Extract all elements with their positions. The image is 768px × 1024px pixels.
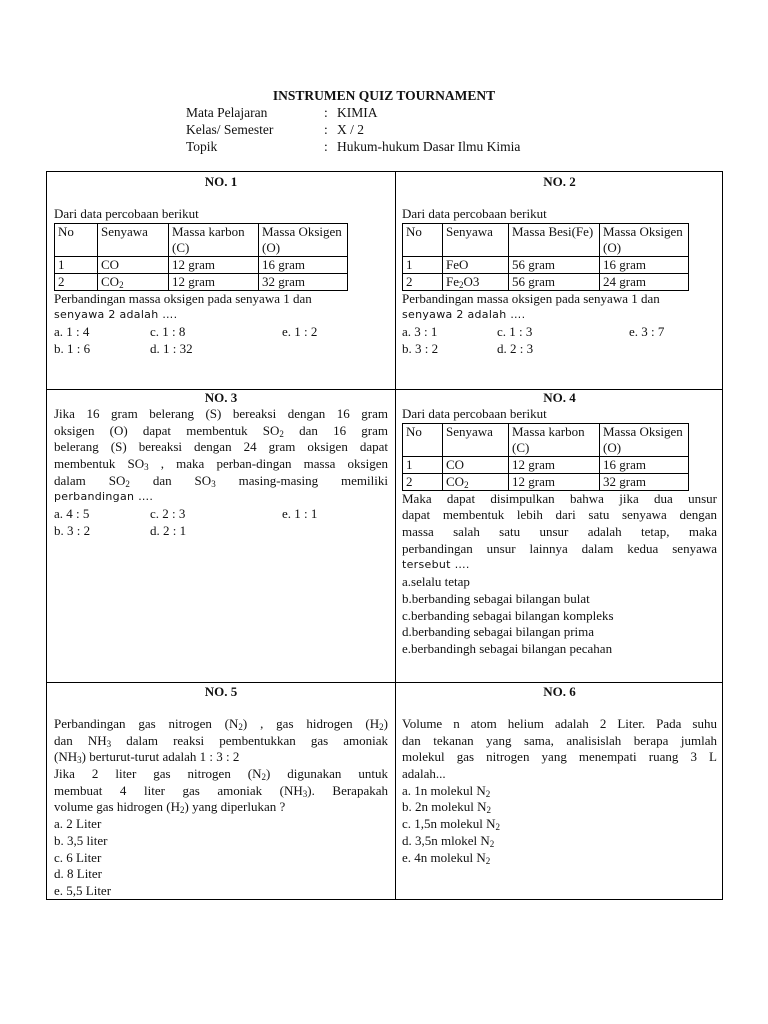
question-intro: Dari data percobaan berikut — [402, 406, 547, 421]
question-text: senyawa 2 adalah …. — [402, 308, 526, 322]
data-table — [402, 223, 689, 291]
question-6 — [402, 683, 717, 866]
meta-value: Hukum-hukum Dasar Ilmu Kimia — [337, 139, 521, 154]
question-number: NO. 5 — [204, 684, 238, 699]
table-cell: 1 — [55, 256, 98, 273]
table-cell: 32 gram — [259, 273, 348, 290]
table-cell: Massa Oksigen (O) — [600, 423, 689, 456]
meta-key: Mata Pelajaran — [186, 105, 268, 120]
question-text: dan $NH_3$ dalam reaksi pembentukkan gas amoniak — [54, 732, 389, 749]
table-row — [403, 256, 689, 273]
option-a[interactable]: a. 3 : 1 — [402, 324, 438, 340]
table-cell: Massa Oksigen (O) — [259, 223, 348, 256]
meta-colon: : — [324, 105, 328, 120]
table-cell: FeO — [443, 256, 509, 273]
question-text: Maka dapat disimpulkan bahwa jika dua unsur — [402, 490, 717, 506]
option-e[interactable]: e. 5,5 Liter — [54, 882, 112, 898]
question-3 — [54, 389, 388, 540]
table-cell: 24 gram — [600, 273, 689, 290]
table-cell: CO — [443, 456, 509, 473]
option-c[interactable]: c. 6 Liter — [54, 849, 102, 865]
data-table — [54, 223, 348, 291]
table-cell: 16 gram — [600, 256, 689, 273]
data-table — [402, 423, 689, 491]
option-c[interactable]: c. 1 : 8 — [150, 324, 186, 340]
option-a[interactable]: a. 1 : 4 — [54, 324, 90, 340]
table-header-row — [55, 223, 348, 256]
meta-colon: : — [324, 122, 328, 137]
question-text: molekul gas nitrogen yang menempati ruang 3 L — [402, 749, 717, 765]
question-2 — [402, 173, 717, 357]
table-cell: 2 — [55, 273, 98, 290]
table-cell: 12 gram — [509, 456, 600, 473]
option-b[interactable]: b. 3 : 2 — [54, 522, 91, 538]
question-number: NO. 2 — [543, 174, 576, 189]
question-text: volume gas hidrogen $(H_2)$ yang diperlukan ? — [54, 799, 286, 816]
option-d[interactable]: d. 2 : 3 — [497, 340, 534, 356]
question-text: massa salah satu unsur adalah tetap, maka — [402, 524, 717, 540]
table-row — [403, 273, 689, 290]
question-text: perbandingan unsur lainnya dalam kedua senyawa — [402, 540, 717, 556]
option-c[interactable]: c. 1 : 3 — [497, 324, 533, 340]
question-number: NO. 1 — [204, 174, 238, 189]
question-number: NO. 6 — [543, 684, 576, 699]
options-row — [54, 341, 388, 358]
table-cell: 56 gram — [509, 273, 600, 290]
options-row — [54, 506, 388, 523]
question-text: dalam $SO_2$ dan $SO_3$ masing-masing memiliki — [54, 472, 388, 489]
options-row — [402, 341, 717, 358]
table-cell: 2 — [403, 473, 443, 490]
table-cell: CO — [98, 256, 169, 273]
question-intro: Dari data percobaan berikut — [402, 206, 547, 221]
table-cell: No — [403, 223, 443, 256]
table-cell: $CO_2$ — [443, 473, 509, 490]
grid-divider — [395, 171, 396, 900]
option-c[interactable]: c. 2 : 3 — [150, 506, 186, 522]
table-cell: $Fe_2O3$ — [443, 273, 509, 290]
question-5 — [54, 683, 388, 900]
question-text: dapat membentuk lebih dari satu senyawa dengan — [402, 507, 717, 523]
option-b[interactable]: b.berbanding sebagai bilangan bulat — [402, 590, 590, 606]
table-cell: 12 gram — [509, 473, 600, 490]
option-e[interactable]: e. 3 : 7 — [629, 324, 665, 340]
question-text: dan tekanan yang sama, analisislah berapa jumlah — [402, 732, 717, 748]
options-row — [402, 324, 717, 341]
option-e[interactable]: e. 4n molekul $N_2$ — [402, 849, 491, 866]
question-text: Volume n atom helium adalah 2 Liter. Pada suhu — [402, 716, 717, 731]
question-text: membentuk $SO_3$ , maka perban-dingan massa oksigen — [54, 456, 388, 473]
question-text: Perbandingan massa oksigen pada senyawa 1 dan — [54, 290, 312, 306]
option-a[interactable]: a. 2 Liter — [54, 816, 102, 832]
question-text: Jika 2 liter gas nitrogen $(N_2)$ digunakan untuk — [54, 766, 388, 783]
table-cell: 12 gram — [169, 273, 259, 290]
option-e[interactable]: e.berbandingh sebagai bilangan pecahan — [402, 640, 613, 656]
question-text: tersebut …. — [402, 558, 470, 572]
option-a[interactable]: a. 4 : 5 — [54, 506, 90, 522]
table-cell: 1 — [403, 256, 443, 273]
question-text: Perbandingan gas nitrogen $(N_2)$ , gas hidrogen $(H_2)$ — [54, 716, 388, 732]
table-cell: 2 — [403, 273, 443, 290]
option-b[interactable]: b. 1 : 6 — [54, 340, 91, 356]
option-e[interactable]: e. 1 : 2 — [282, 324, 318, 340]
table-cell: Massa karbon (C) — [509, 423, 600, 456]
option-a[interactable]: a. 1n molekul $N_2$ — [402, 782, 491, 799]
table-cell: $CO_2$ — [98, 273, 169, 290]
question-number: NO. 3 — [204, 390, 238, 405]
option-d[interactable]: d. 1 : 32 — [150, 340, 193, 356]
table-cell: Massa Besi(Fe) — [509, 223, 600, 256]
option-d[interactable]: d. 3,5n mlokel $N_2$ — [402, 832, 495, 849]
options-row — [54, 324, 388, 341]
question-4 — [402, 389, 717, 658]
table-header-row — [403, 223, 689, 256]
option-b[interactable]: b. 3,5 liter — [54, 832, 108, 848]
meta-value: KIMIA — [337, 105, 378, 120]
option-d[interactable]: d. 2 : 1 — [150, 522, 187, 538]
question-text: Jika 16 gram belerang (S) bereaksi dengan 16 gram — [54, 406, 388, 421]
table-cell: 56 gram — [509, 256, 600, 273]
table-cell: 16 gram — [600, 456, 689, 473]
meta-key: Kelas/ Semester — [186, 122, 274, 137]
table-cell: Senyawa — [443, 423, 509, 456]
table-cell: No — [403, 423, 443, 456]
option-c[interactable]: c. 1,5n molekul $N_2$ — [402, 816, 501, 833]
table-cell: Senyawa — [98, 223, 169, 256]
question-number: NO. 4 — [543, 390, 576, 405]
question-1 — [54, 173, 388, 357]
question-text: senyawa 2 adalah …. — [54, 308, 178, 322]
option-c[interactable]: c.berbanding sebagai bilangan kompleks — [402, 607, 614, 623]
question-text: membuat 4 liter gas amoniak $(NH_3)$. Berapakah — [54, 782, 388, 799]
question-intro: Dari data percobaan berikut — [54, 206, 199, 221]
question-text: adalah... — [402, 766, 446, 782]
table-cell: 16 gram — [259, 256, 348, 273]
question-text: Perbandingan massa oksigen pada senyawa 1 dan — [402, 290, 660, 306]
meta-key: Topik — [186, 139, 218, 154]
option-e[interactable]: e. 1 : 1 — [282, 506, 318, 522]
table-cell: Senyawa — [443, 223, 509, 256]
table-cell: Massa Oksigen (O) — [600, 223, 689, 256]
table-row — [55, 256, 348, 273]
page-title: INSTRUMEN QUIZ TOURNAMENT — [272, 88, 496, 103]
options-row — [54, 523, 388, 540]
table-row — [403, 456, 689, 473]
question-text: perbandingan …. — [54, 490, 154, 504]
option-a[interactable]: a.selalu tetap — [402, 574, 470, 590]
table-row — [55, 273, 348, 290]
table-cell: 12 gram — [169, 256, 259, 273]
meta-colon: : — [324, 139, 328, 154]
table-cell: 32 gram — [600, 473, 689, 490]
meta-value: X / 2 — [337, 122, 364, 137]
option-d[interactable]: d.berbanding sebagai bilangan prima — [402, 624, 595, 640]
question-text: $(NH_3)$ berturut-turut adalah 1 : 3 : 2 — [54, 749, 240, 766]
table-cell: 1 — [403, 456, 443, 473]
question-text: belerang (S) bereaksi dengan 24 gram oksigen dapat — [54, 439, 388, 455]
option-b[interactable]: b. 3 : 2 — [402, 340, 439, 356]
question-text: oksigen (O) dapat membentuk $SO_2$ dan 16 gram — [54, 422, 388, 439]
option-b[interactable]: b. 2n molekul $N_2$ — [402, 799, 491, 816]
table-cell: No — [55, 223, 98, 256]
table-cell: Massa karbon (C) — [169, 223, 259, 256]
option-d[interactable]: d. 8 Liter — [54, 866, 103, 882]
table-row — [403, 473, 689, 490]
table-header-row — [403, 423, 689, 456]
